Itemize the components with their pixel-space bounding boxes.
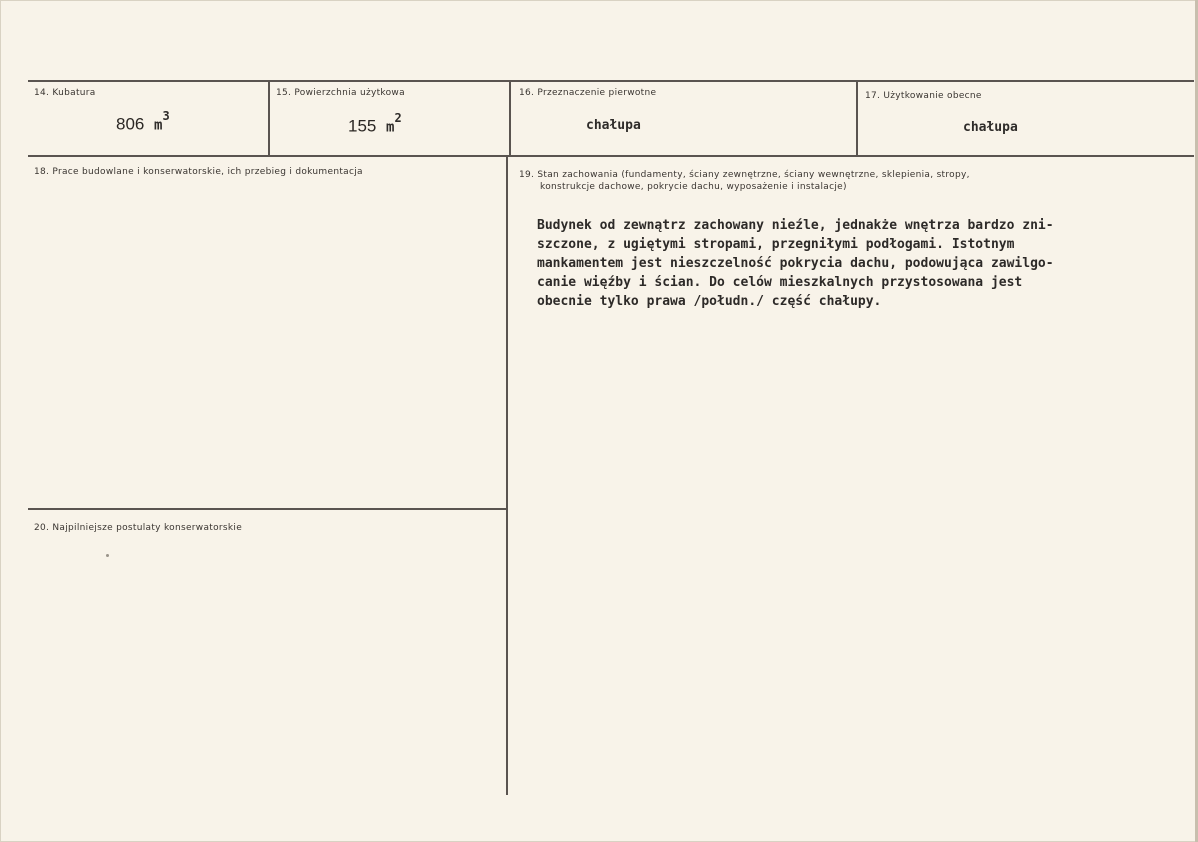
text-line: mankamentem jest nieszczelność pokrycia dachu, podowująca zawilgo- bbox=[537, 256, 1054, 271]
lower-left-rule bbox=[28, 508, 506, 510]
postulaty-label: 20. Najpilniejsze postulaty konserwatorskie bbox=[34, 523, 243, 533]
paper-speck bbox=[106, 554, 109, 557]
text-line: Budynek od zewnątrz zachowany nieźle, jednakże wnętrza bardzo zni- bbox=[537, 218, 1054, 233]
powierzchnia-value: 155 $m^2$ bbox=[348, 111, 402, 136]
stan-zachowania-text bbox=[537, 216, 1177, 311]
kubatura-value: 806 $m^3$ bbox=[116, 109, 170, 134]
text-line: canie więźby i ścian. Do celów mieszkalnych przystosowana jest bbox=[537, 275, 1023, 290]
divider-14-15 bbox=[268, 80, 270, 157]
top-rule bbox=[28, 80, 1194, 82]
mid-rule bbox=[28, 155, 1194, 157]
prace-budowlane-label: 18. Prace budowlane i konserwatorskie, ich przebieg i dokumentacja bbox=[34, 167, 363, 177]
przeznaczenie-label: 16. Przeznaczenie pierwotne bbox=[519, 88, 657, 98]
kubatura-label: 14. Kubatura bbox=[34, 88, 96, 98]
text-line: szczone, z ugiętymi stropami, przegniłymi podłogami. Istotnym bbox=[537, 237, 1015, 252]
divider-15-16 bbox=[509, 80, 511, 157]
uzytkowanie-label: 17. Użytkowanie obecne bbox=[865, 91, 982, 101]
stan-zachowania-label-2: konstrukcje dachowe, pokrycie dachu, wyposażenie i instalacje) bbox=[540, 182, 847, 192]
divider-16-17 bbox=[856, 80, 858, 157]
text-line: obecnie tylko prawa /połudn./ część chałupy. bbox=[537, 294, 882, 309]
main-vertical-divider bbox=[506, 155, 508, 795]
przeznaczenie-value: chałupa bbox=[586, 118, 641, 133]
uzytkowanie-value: chałupa bbox=[963, 120, 1018, 135]
stan-zachowania-label-1: 19. Stan zachowania (fundamenty, ściany zewnętrzne, ściany wewnętrzne, sklepienia, stropy, bbox=[519, 170, 970, 180]
powierzchnia-label: 15. Powierzchnia użytkowa bbox=[276, 88, 405, 98]
